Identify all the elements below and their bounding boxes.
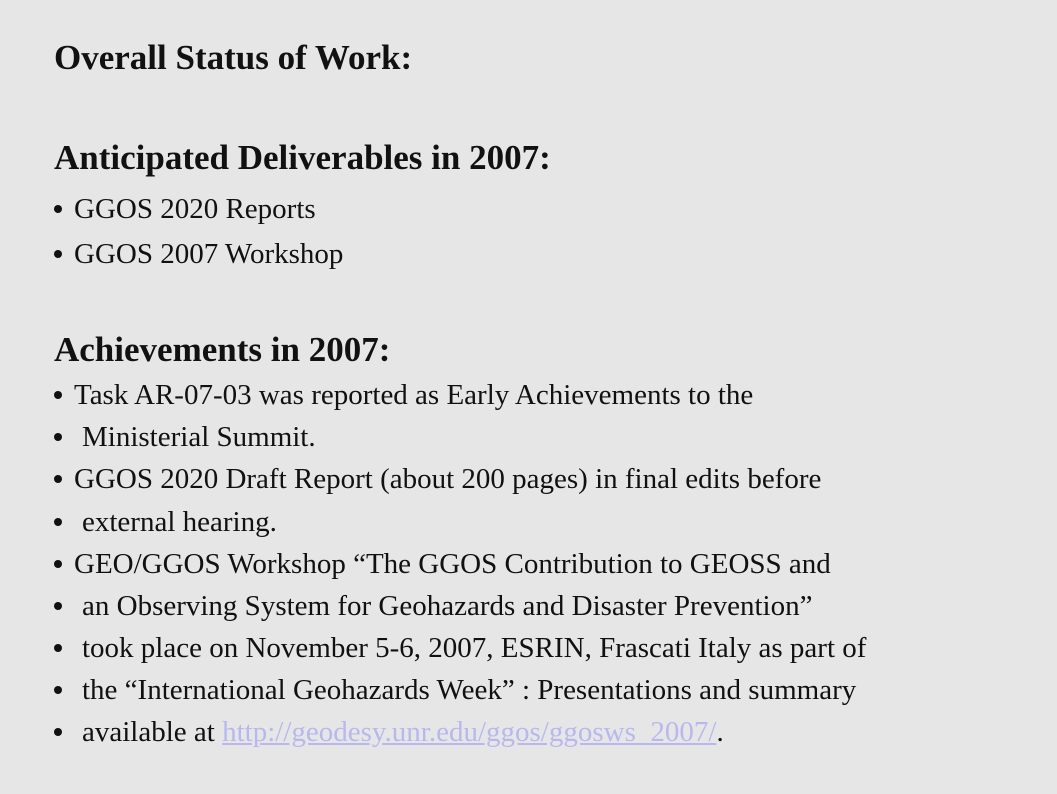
- deliverable-item: GGOS 2007 Workshop: [54, 237, 343, 271]
- achievement-line: external hearing.: [54, 505, 277, 539]
- deliverables-heading: Anticipated Deliverables in 2007:: [54, 138, 551, 177]
- status-heading: Overall Status of Work:: [54, 38, 413, 77]
- achievement-line: GGOS 2020 Draft Report (about 200 pages) in final edits before: [54, 462, 821, 496]
- bullet-icon: [54, 644, 62, 652]
- achievement-line: Task AR-07-03 was reported as Early Achievements to the: [54, 378, 753, 412]
- bullet-icon: [54, 391, 62, 399]
- deliverable-item: GGOS 2020 Reports: [54, 192, 316, 226]
- bullet-icon: [54, 686, 62, 694]
- achievement-line: Ministerial Summit.: [54, 420, 316, 454]
- bullet-icon: [54, 728, 62, 736]
- achievements-heading: Achievements in 2007:: [54, 330, 391, 369]
- achievement-line: an Observing System for Geohazards and Disaster Prevention”: [54, 589, 812, 623]
- achievement-line: GEO/GGOS Workshop “The GGOS Contribution to GEOSS and: [54, 547, 831, 581]
- bullet-icon: [54, 518, 62, 526]
- achievement-line: available at http://geodesy.unr.edu/ggos/ggosws_2007/.: [54, 715, 724, 749]
- achievement-line: the “International Geohazards Week” : Presentations and summary: [54, 673, 856, 707]
- achievement-line: took place on November 5-6, 2007, ESRIN, Frascati Italy as part of: [54, 631, 866, 665]
- bullet-icon: [54, 250, 62, 258]
- bullet-icon: [54, 433, 62, 441]
- bullet-icon: [54, 475, 62, 483]
- workshop-link[interactable]: http://geodesy.unr.edu/ggos/ggosws_2007/: [222, 716, 717, 748]
- bullet-icon: [54, 205, 62, 213]
- bullet-icon: [54, 560, 62, 568]
- bullet-icon: [54, 602, 62, 610]
